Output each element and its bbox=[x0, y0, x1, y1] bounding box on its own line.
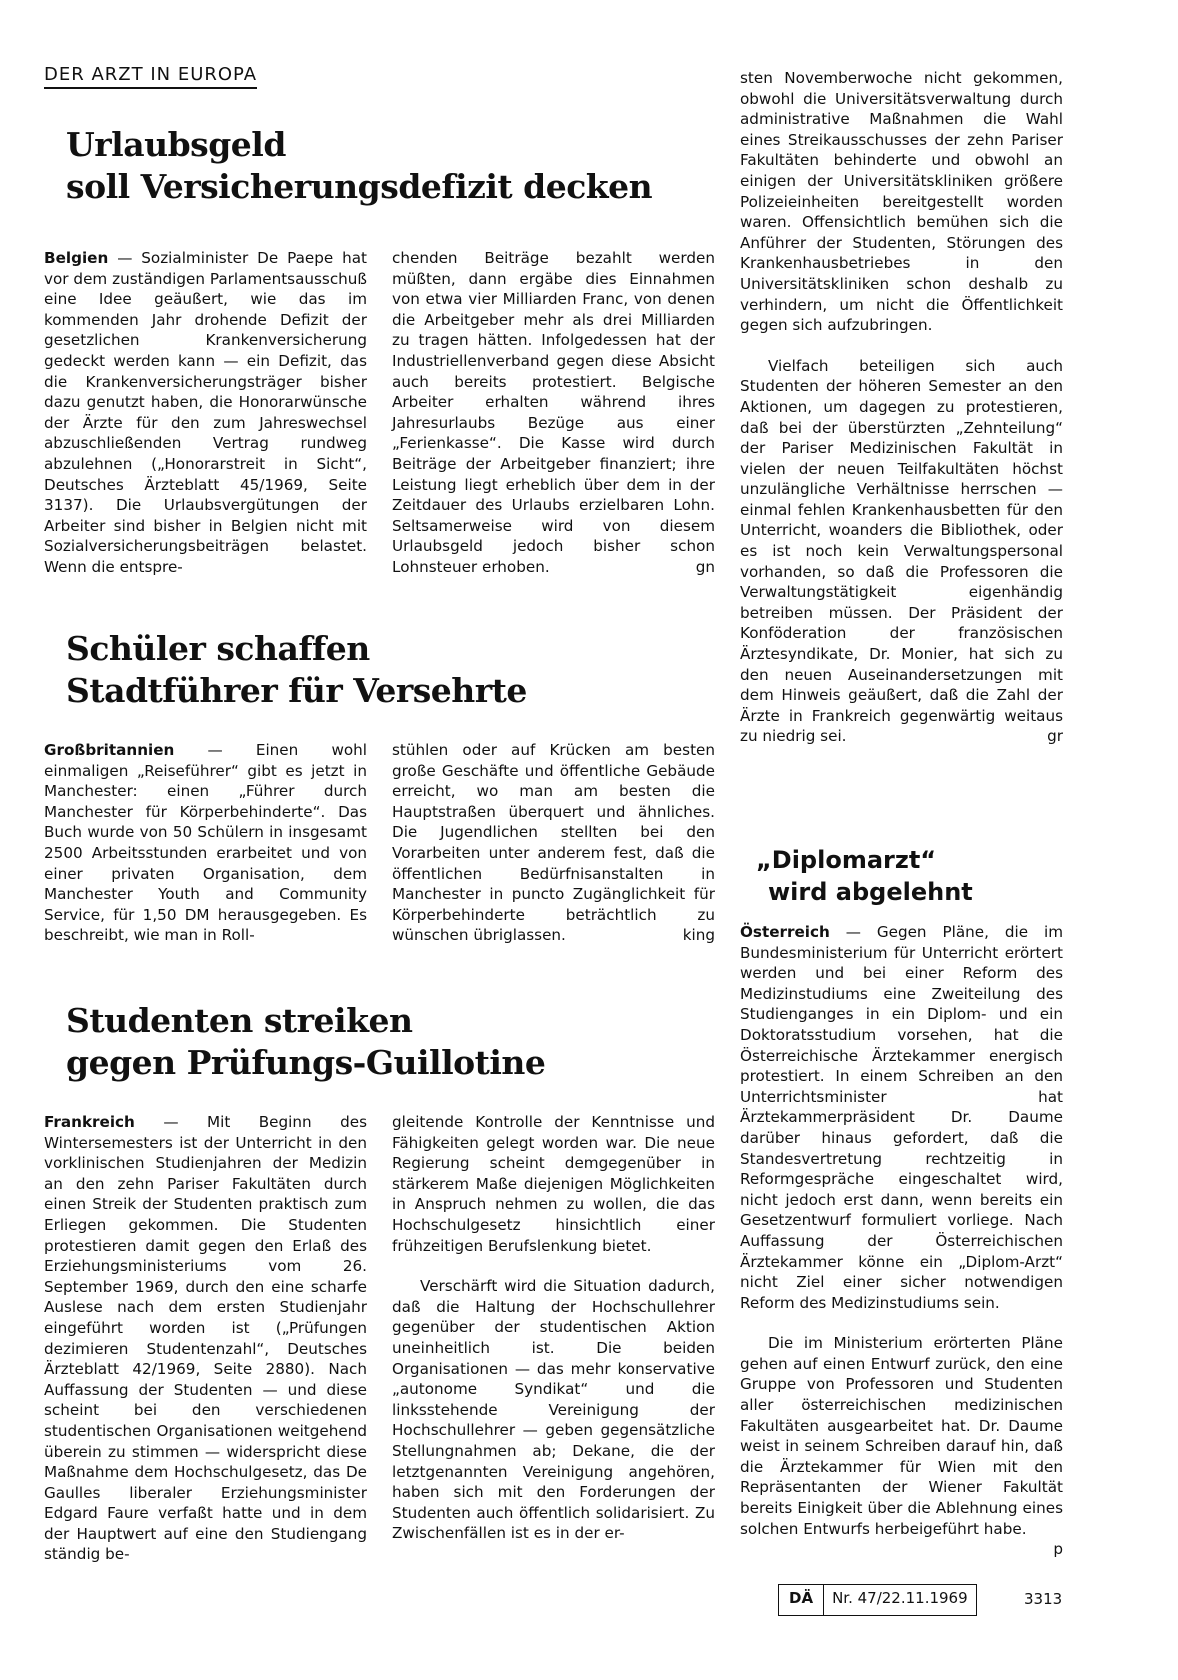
author-initials: gn bbox=[695, 557, 715, 576]
country-label: Frankreich bbox=[44, 1113, 135, 1131]
author-initials: king bbox=[682, 926, 715, 945]
headline-line: Studenten streiken bbox=[66, 1001, 413, 1040]
headline-line: gegen Prüfungs-Guillotine bbox=[66, 1043, 546, 1082]
headline-line: Urlaubsgeld bbox=[66, 125, 286, 164]
body-text: stühlen oder auf Krücken am besten große Geschäfte und öffentliche Gebäude erreicht, wo man am besten die Hauptstraßen überquert und ähnliches. Die Jugendlichen stellten bei den Vorarbeiten unter anderem fest, daß die öffentlichen Bedürfnisanstalten in Manchester in puncto Zugänglichkeit für Körperbehinderte beträchtlich zu wünschen übriglassen. bbox=[392, 741, 715, 945]
country-label: Belgien bbox=[44, 249, 109, 267]
body-text: — Sozialminister De Paepe hat vor dem zuständigen Parlamentsausschuß eine Idee geäußert, wie das im kommenden Jahr drohende Defizit der gesetzlichen Krankenversicherung gedeckt werden kann — ein Defizit, das die Krankenversicherungsträger bisher dazu genutzt haben, die Honorarwünsche der Ärzte für den zum Jahreswechsel abzuschließenden Vertrag rundweg abzulehnen („Honorarstreit in Sicht“, Deutsches Ärzteblatt 45/1969, Seite 3137). Die Urlaubsvergütungen der Arbeiter sind bisher in Belgien nicht mit Sozialversicherungsbeiträgen belastet. Wenn die entspre- bbox=[44, 249, 367, 576]
author-initials: gr bbox=[1047, 727, 1063, 746]
article-3-col-3 bbox=[740, 68, 1063, 747]
journal-footer bbox=[778, 1584, 977, 1616]
body-text: Die im Ministerium erörterten Pläne gehen auf einen Entwurf zurück, den eine Gruppe von Professoren und Studenten aller österreichischen medizinischen Fakultäten ausgearbeitet hat. Dr. Daume weist in seinem Schreiben darauf hin, daß die Ärztekammer für Wien mit den Repräsentanten der Wiener Fakultät bereits Einigkeit über die Ablehnung eines solchen Entwurfs herbeigeführt habe. bbox=[740, 1334, 1063, 1538]
body-text: Verschärft wird die Situation dadurch, daß die Haltung der Hochschullehrer gegenüber der studentischen Aktion uneinheitlich ist. Die beiden Organisationen — das mehr konservative „autonome Syndikat“ und die linksstehende Vereinigung der Hochschullehrer — geben gegensätzliche Stellungnahmen ab; Dekane, die der letztgenannten Vereinigung angehören, haben sich mit den Forderungen der Studenten auch öffentlich solidarisiert. Zu Zwischenfällen ist es in der er- bbox=[392, 1277, 715, 1543]
article-1-col-2 bbox=[392, 248, 715, 578]
page-number: 3313 bbox=[1024, 1590, 1063, 1608]
article-4-headline bbox=[756, 844, 1056, 908]
country-label: Großbritannien bbox=[44, 741, 175, 759]
section-label: DER ARZT IN EUROPA bbox=[44, 64, 257, 89]
article-2-headline bbox=[66, 628, 686, 712]
headline-line: wird abgelehnt bbox=[768, 878, 973, 906]
country-label: Österreich bbox=[740, 923, 830, 941]
journal-abbrev: DÄ bbox=[779, 1585, 824, 1615]
headline-line: soll Versicherungsdefizit decken bbox=[66, 167, 653, 206]
author-initials: p bbox=[1053, 1540, 1063, 1559]
article-2-col-2 bbox=[392, 740, 715, 946]
article-3-headline bbox=[66, 1000, 686, 1084]
article-3-col-1 bbox=[44, 1112, 367, 1565]
headline-line: Schüler schaffen bbox=[66, 629, 370, 668]
article-3-col-2 bbox=[392, 1112, 715, 1544]
issue-number: Nr. 47/22.11.1969 bbox=[832, 1589, 968, 1607]
body-text: — Mit Beginn des Wintersemesters ist der Unterricht in den vorklinischen Studienjahren der Medizin an den zehn Pariser Fakultäten durch einen Streik der Studenten praktisch zum Erliegen gekommen. Die Studenten protestieren damit gegen den Erlaß des Erziehungsministeriums vom 26. September 1969, durch den eine scharfe Auslese nach dem ersten Studienjahr eingeführt worden ist („Prüfungen dezimieren Studentenzahl“, Deutsches Ärzteblatt 42/1969, Seite 2880). Nach Auffassung der Studenten — und diese scheint bei den verschiedenen studentischen Organisationen weitgehend überein zu stimmen — widerspricht diese Maßnahme dem Hochschulgesetz, das De Gaulles liberaler Erziehungsminister Edgard Faure verfaßt hatte und in dem der Hauptwert auf eine den Studiengang ständig be- bbox=[44, 1113, 367, 1564]
body-text: — Gegen Pläne, die im Bundesministerium für Unterricht erörtert werden und bei einer Reform des Medizinstudiums eine Zweiteilung des Studienganges in ein Diplom- und ein Doktoratsstudium vorsehen, hat die Österreichische Ärztekammer energisch protestiert. In einem Schreiben an den Unterrichtsminister hat Ärztekammerpräsident Dr. Daume darüber hinaus gefordert, daß die Standesvertretung rechtzeitig in Reformgespräche eingeschaltet wird, nicht jedoch erst dann, wenn bereits ein Gesetzentwurf formuliert vorliege. Nach Auffassung der Österreichischen Ärztekammer könne ein „Diplom-Arzt“ nicht Ziel einer sicher notwendigen Reform des Medizinstudiums sein. bbox=[740, 923, 1064, 1312]
body-text: Vielfach beteiligen sich auch Studenten der höheren Semester an den Aktionen, um dagegen zu protestieren, daß bei der überstürzten „Zehnteilung“ der Pariser Medizinischen Fakultät in vielen der neuen Teilfakultäten höchst unzulängliche Verhältnisse herrschen — einmal fehlen Krankenhausbetten für den Unterricht, woanders die Bibliothek, oder es ist noch kein Verwaltungspersonal vorhanden, so daß die Professoren die Verwaltungstätigkeit eigenhändig betreiben müssen. Der Präsident der Konföderation der französischen Ärztesyndikate, Dr. Monier, hat sich zu den neuen Auseinandersetzungen mit dem Hinweis geäußert, daß die Zahl der Ärzte in Frankreich gegenwärtig weitaus zu niedrig sei. bbox=[740, 356, 1063, 746]
body-text: — Einen wohl einmaligen „Reiseführer“ gibt es jetzt in Manchester: einen „Führer durch Manchester für Körperbehinderte“. Das Buch wurde von 50 Schülern in insgesamt 2500 Arbeitsstunden erarbeitet und von einer privaten Organisation, dem Manchester Youth and Community Service, für 1,50 DM herausgegeben. Es beschreibt, wie man in Roll- bbox=[44, 741, 368, 945]
headline-line: „Diplomarzt“ bbox=[756, 846, 937, 874]
article-4-col bbox=[740, 922, 1063, 1560]
article-1-col-1 bbox=[44, 248, 367, 578]
body-text: gleitende Kontrolle der Kenntnisse und Fähigkeiten gelegt worden war. Die neue Regierung scheint demgegenüber in stärkerem Maße diejenigen Möglichkeiten in Anspruch nehmen zu wollen, die das Hochschulgesetz hinsichtlich einer frühzeitigen Berufslenkung bietet. bbox=[392, 1113, 715, 1255]
headline-line: Stadtführer für Versehrte bbox=[66, 671, 527, 710]
body-text: sten Novemberwoche nicht gekommen, obwohl die Universitätsverwaltung durch administrative Maßnahmen die Wahl eines Streikausschusses der zehn Pariser Fakultäten behinderte und obwohl an einigen der Universitätskliniken größere Polizeieinheiten bereitgestellt worden waren. Offensichtlich bemühen sich die Anführer der Studenten, Störungen des Krankenhausbetriebes in den Universitätskliniken schon deshalb zu verhindern, um nicht die Öffentlichkeit gegen sich aufzubringen. bbox=[740, 69, 1063, 335]
article-1-headline bbox=[66, 124, 686, 208]
article-2-col-1 bbox=[44, 740, 367, 946]
body-text: chenden Beiträge bezahlt werden müßten, dann ergäbe dies Einnahmen von etwa vier Milliarden Franc, von denen die Arbeitgeber mehr als drei Milliarden zu tragen hätten. Infolgedessen hat der Industriellenverband gegen diese Absicht auch bereits protestiert. Belgische Arbeiter erhalten während ihres Jahresurlaubs Bezüge aus einer „Ferienkasse“. Die Kasse wird durch Beiträge der Arbeitgeber finanziert; ihre Leistung liegt erheblich über dem in der Zeitdauer des Urlaubs erzielbaren Lohn. Seltsamerweise wird von diesem Urlaubsgeld jedoch bisher schon Lohnsteuer erhoben. bbox=[392, 249, 715, 576]
